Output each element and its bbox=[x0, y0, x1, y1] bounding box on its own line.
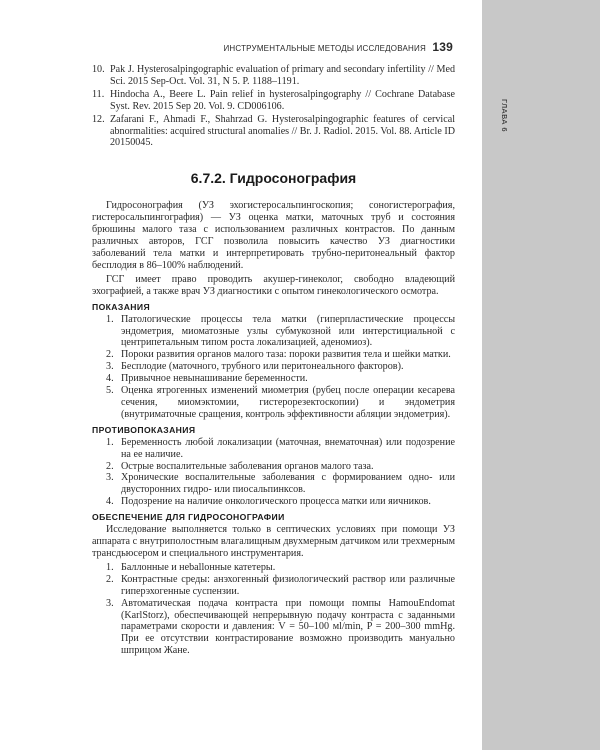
indication-item bbox=[92, 314, 455, 350]
running-head bbox=[0, 40, 453, 56]
reference-item bbox=[92, 114, 455, 150]
reference-number: 11. bbox=[92, 88, 105, 100]
reference-text: Hindocha A., Beere L. Pain relief in hysterosalpingography // Cochrane Database Syst. Rev. 2015 Sep 20. Vol. 9. CD006106. bbox=[110, 88, 455, 112]
item-text: Контрастные среды: анэхогенный физиологический раствор или различные гиперэхогенные суспензии. bbox=[121, 573, 455, 597]
indication-item bbox=[92, 373, 455, 385]
contraindication-item bbox=[92, 461, 455, 473]
section-title: 6.7.2. Гидросонография bbox=[190, 170, 357, 187]
item-text: Патологические процессы тела матки (гиперпластические процессы эндометрия, миоматозные узлы субмукозной или интерстициальной с центрипетальным типом роста локализацией, аденомиоз). bbox=[121, 313, 455, 349]
item-text: Привычное невынашивание беременности. bbox=[121, 373, 308, 385]
provision-heading: ОБЕСПЕЧЕНИЕ ДЛЯ ГИДРОСОНОГРАФИИ bbox=[92, 512, 285, 523]
intro-paragraph: ГСГ имеет право проводить акушер-гинеколог, свободно владеющий эхографией, а также врач УЗ диагностики с опытом гинекологического осмотра. bbox=[92, 273, 455, 297]
reference-item bbox=[92, 64, 455, 88]
item-number: 3. bbox=[106, 597, 114, 609]
item-number: 3. bbox=[106, 361, 114, 373]
item-text: Баллонные и неballонные катетеры. bbox=[121, 561, 276, 573]
item-number: 3. bbox=[106, 472, 114, 484]
item-text: Острые воспалительные заболевания органов малого таза. bbox=[121, 460, 374, 472]
item-text: Пороки развития органов малого таза: пороки развития тела и шейки матки. bbox=[121, 349, 451, 361]
contraindications-heading: ПРОТИВОПОКАЗАНИЯ bbox=[92, 424, 196, 435]
provision-item bbox=[92, 562, 455, 574]
item-number: 5. bbox=[106, 385, 114, 397]
contraindication-item bbox=[92, 437, 455, 461]
reference-text: Zafarani F., Ahmadi F., Shahrzad G. Hysterosalpingographic features of cervical abnormalities: acquired structural anomalies // Br. J. Radiol. 2015. Vol. 88. Article ID 20150045. bbox=[110, 113, 455, 149]
item-text: Оценка ятрогенных изменений миометрия (рубец после операции кесарева сечения, миомэктомии, гистерорезектоскопии) и эндометрия (внутриматочные сращения, контроль эффективности абляции эндометрия). bbox=[121, 385, 455, 420]
indications-list bbox=[92, 314, 455, 421]
item-text: Беременность любой локализации (маточная, внематочная) или подозрение на ее наличие. bbox=[121, 436, 455, 460]
page-content bbox=[92, 64, 455, 657]
chapter-label: ГЛАВА 6 bbox=[500, 99, 509, 133]
item-number: 1. bbox=[106, 436, 114, 448]
reference-text: Pak J. Hysterosalpingographic evaluation of primary and secondary infertility // Med Sci. 2015 Sep-Oct. Vol. 31, N 5. P. 1188–1191. bbox=[110, 64, 455, 87]
indication-item bbox=[92, 349, 455, 361]
intro-paragraph: Гидросонография (УЗ эхогистеросальпингоскопия; соногистерография, гистеросальпингография) — УЗ оценка матки, маточных труб и состояния брюшины малого таза с использованием различных контрастов. По данным различных авторов, ГСГ позволила повысить качество УЗ диагностики заболеваний тела матки и интерпретировать трубно-перитонеальный фактор бесплодия в 86–100% наблюдений. bbox=[92, 200, 455, 271]
provision-paragraph: Исследование выполняется только в септических условиях при помощи УЗ аппарата с внутриполостным влагалищным двухмерным датчиком или трехмерным трансдьюсером и специального инструментария. bbox=[92, 524, 455, 559]
item-number: 2. bbox=[106, 349, 114, 361]
reference-list bbox=[92, 64, 455, 149]
item-text: Бесплодие (маточного, трубного или перитонеального факторов). bbox=[121, 361, 404, 373]
contraindications-list bbox=[92, 437, 455, 508]
reference-item bbox=[92, 89, 455, 113]
item-text: Подозрение на наличие онкологического процесса матки или яичников. bbox=[121, 496, 431, 508]
item-text: Автоматическая подача контраста при помощи помпы HamouEndomat (KarlStorz), обеспечивающей непрерывную подачу контраста с заданными параметрами скорости и давления: V = 50–100 мl/min, P = 200–300 mmHg. При ее отсутствии контрастирование возможно производить мануально шприцом Жане. bbox=[121, 597, 455, 657]
item-text: Хронические воспалительные заболевания с формированием одно- или двусторонних гидро- или пиосальпинксов. bbox=[121, 472, 455, 496]
provision-list bbox=[92, 562, 455, 657]
provision-item bbox=[92, 598, 455, 658]
contraindication-item bbox=[92, 472, 455, 496]
reference-number: 12. bbox=[92, 113, 105, 125]
provision-item bbox=[92, 574, 455, 598]
item-number: 4. bbox=[106, 373, 114, 385]
indication-item bbox=[92, 385, 455, 421]
item-number: 2. bbox=[106, 573, 114, 585]
indications-heading: ПОКАЗАНИЯ bbox=[92, 301, 151, 312]
indication-item bbox=[92, 361, 455, 373]
page-number: 139 bbox=[432, 40, 453, 54]
contraindication-item bbox=[92, 496, 455, 508]
running-head-title: ИНСТРУМЕНТАЛЬНЫЕ МЕТОДЫ ИССЛЕДОВАНИЯ bbox=[223, 44, 426, 53]
reference-number: 10. bbox=[92, 64, 105, 75]
item-number: 1. bbox=[106, 561, 114, 573]
item-number: 4. bbox=[106, 496, 114, 508]
item-number: 1. bbox=[106, 313, 114, 325]
item-number: 2. bbox=[106, 460, 114, 472]
